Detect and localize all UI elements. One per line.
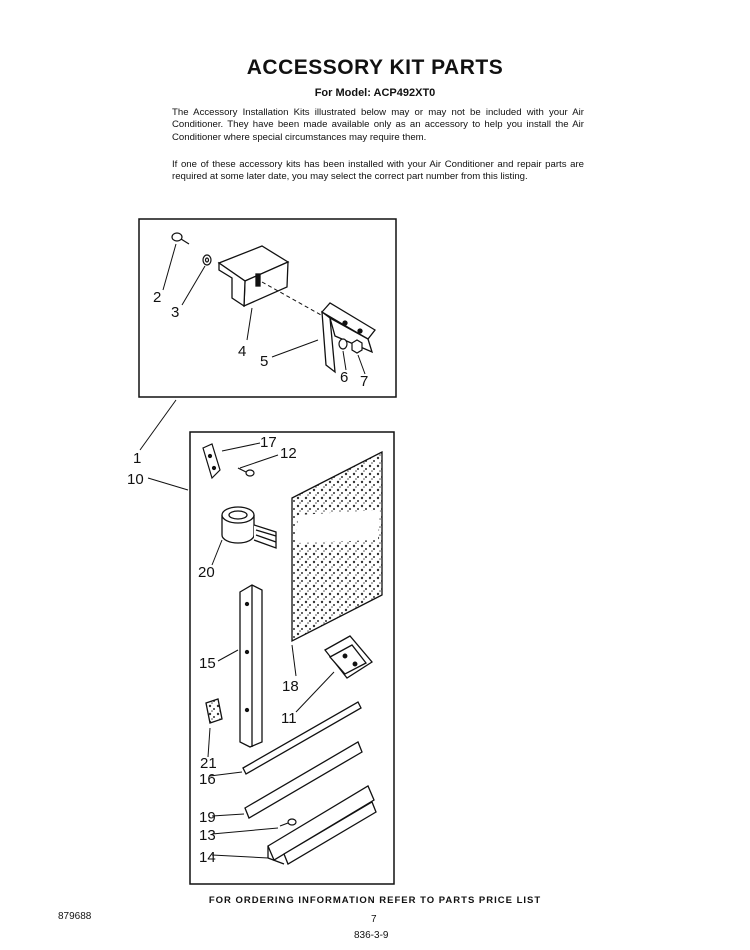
callout-3: 3 [171,304,180,321]
callout-12: 12 [280,445,297,462]
part-12-screw [238,468,254,476]
part-20-tape-roll [222,507,276,548]
part-18-insulation-panel [292,452,382,641]
callout-11: 11 [281,710,297,727]
callout-18: 18 [282,678,299,695]
date-code: 836-3-9 [354,930,389,941]
part-3-washer [203,255,211,265]
callout-19: 19 [199,809,216,826]
page-number: 7 [371,914,377,925]
part-6-washer [339,339,347,349]
callout-6: 6 [340,369,349,386]
page-title: ACCESSORY KIT PARTS [246,56,504,79]
callout-10: 10 [127,471,144,488]
callout-2: 2 [153,289,162,306]
part-2-screw [172,233,189,244]
callout-15: 15 [199,655,216,672]
callout-21: 21 [200,755,217,772]
part-5-angle-bracket [322,303,375,372]
callout-16: 16 [199,771,216,788]
callout-13: 13 [199,827,216,844]
callout-20: 20 [198,564,215,581]
part-15-channel [240,585,262,747]
part-11-clip [325,636,372,678]
callout-4: 4 [238,343,247,360]
ordering-note: FOR ORDERING INFORMATION REFER TO PARTS PRICE LIST [208,895,542,906]
intro-paragraph: The Accessory Installation Kits illustrated below may or may not be included with your Air Conditioner. They have been made available only as an accessory to help you install the Air Conditioner where special circumstances may require them. [172,107,584,143]
part-4-bracket [219,246,288,306]
callout-5: 5 [260,353,269,370]
repair-paragraph: If one of these accessory kits has been installed with your Air Conditioner and repair parts are required at some later date, you may select the correct part number from this listing. [172,159,584,183]
callout-17: 17 [260,434,277,451]
part-21-foam-block [206,699,222,723]
part-17-bracket [203,444,220,478]
document-number: 879688 [58,911,92,922]
callout-14: 14 [199,849,216,866]
callout-7: 7 [360,373,369,390]
part-13-screw [280,819,296,826]
part-7-nut [352,340,362,353]
model-line: For Model: ACP492XT0 [314,87,436,99]
callout-1: 1 [133,450,142,467]
